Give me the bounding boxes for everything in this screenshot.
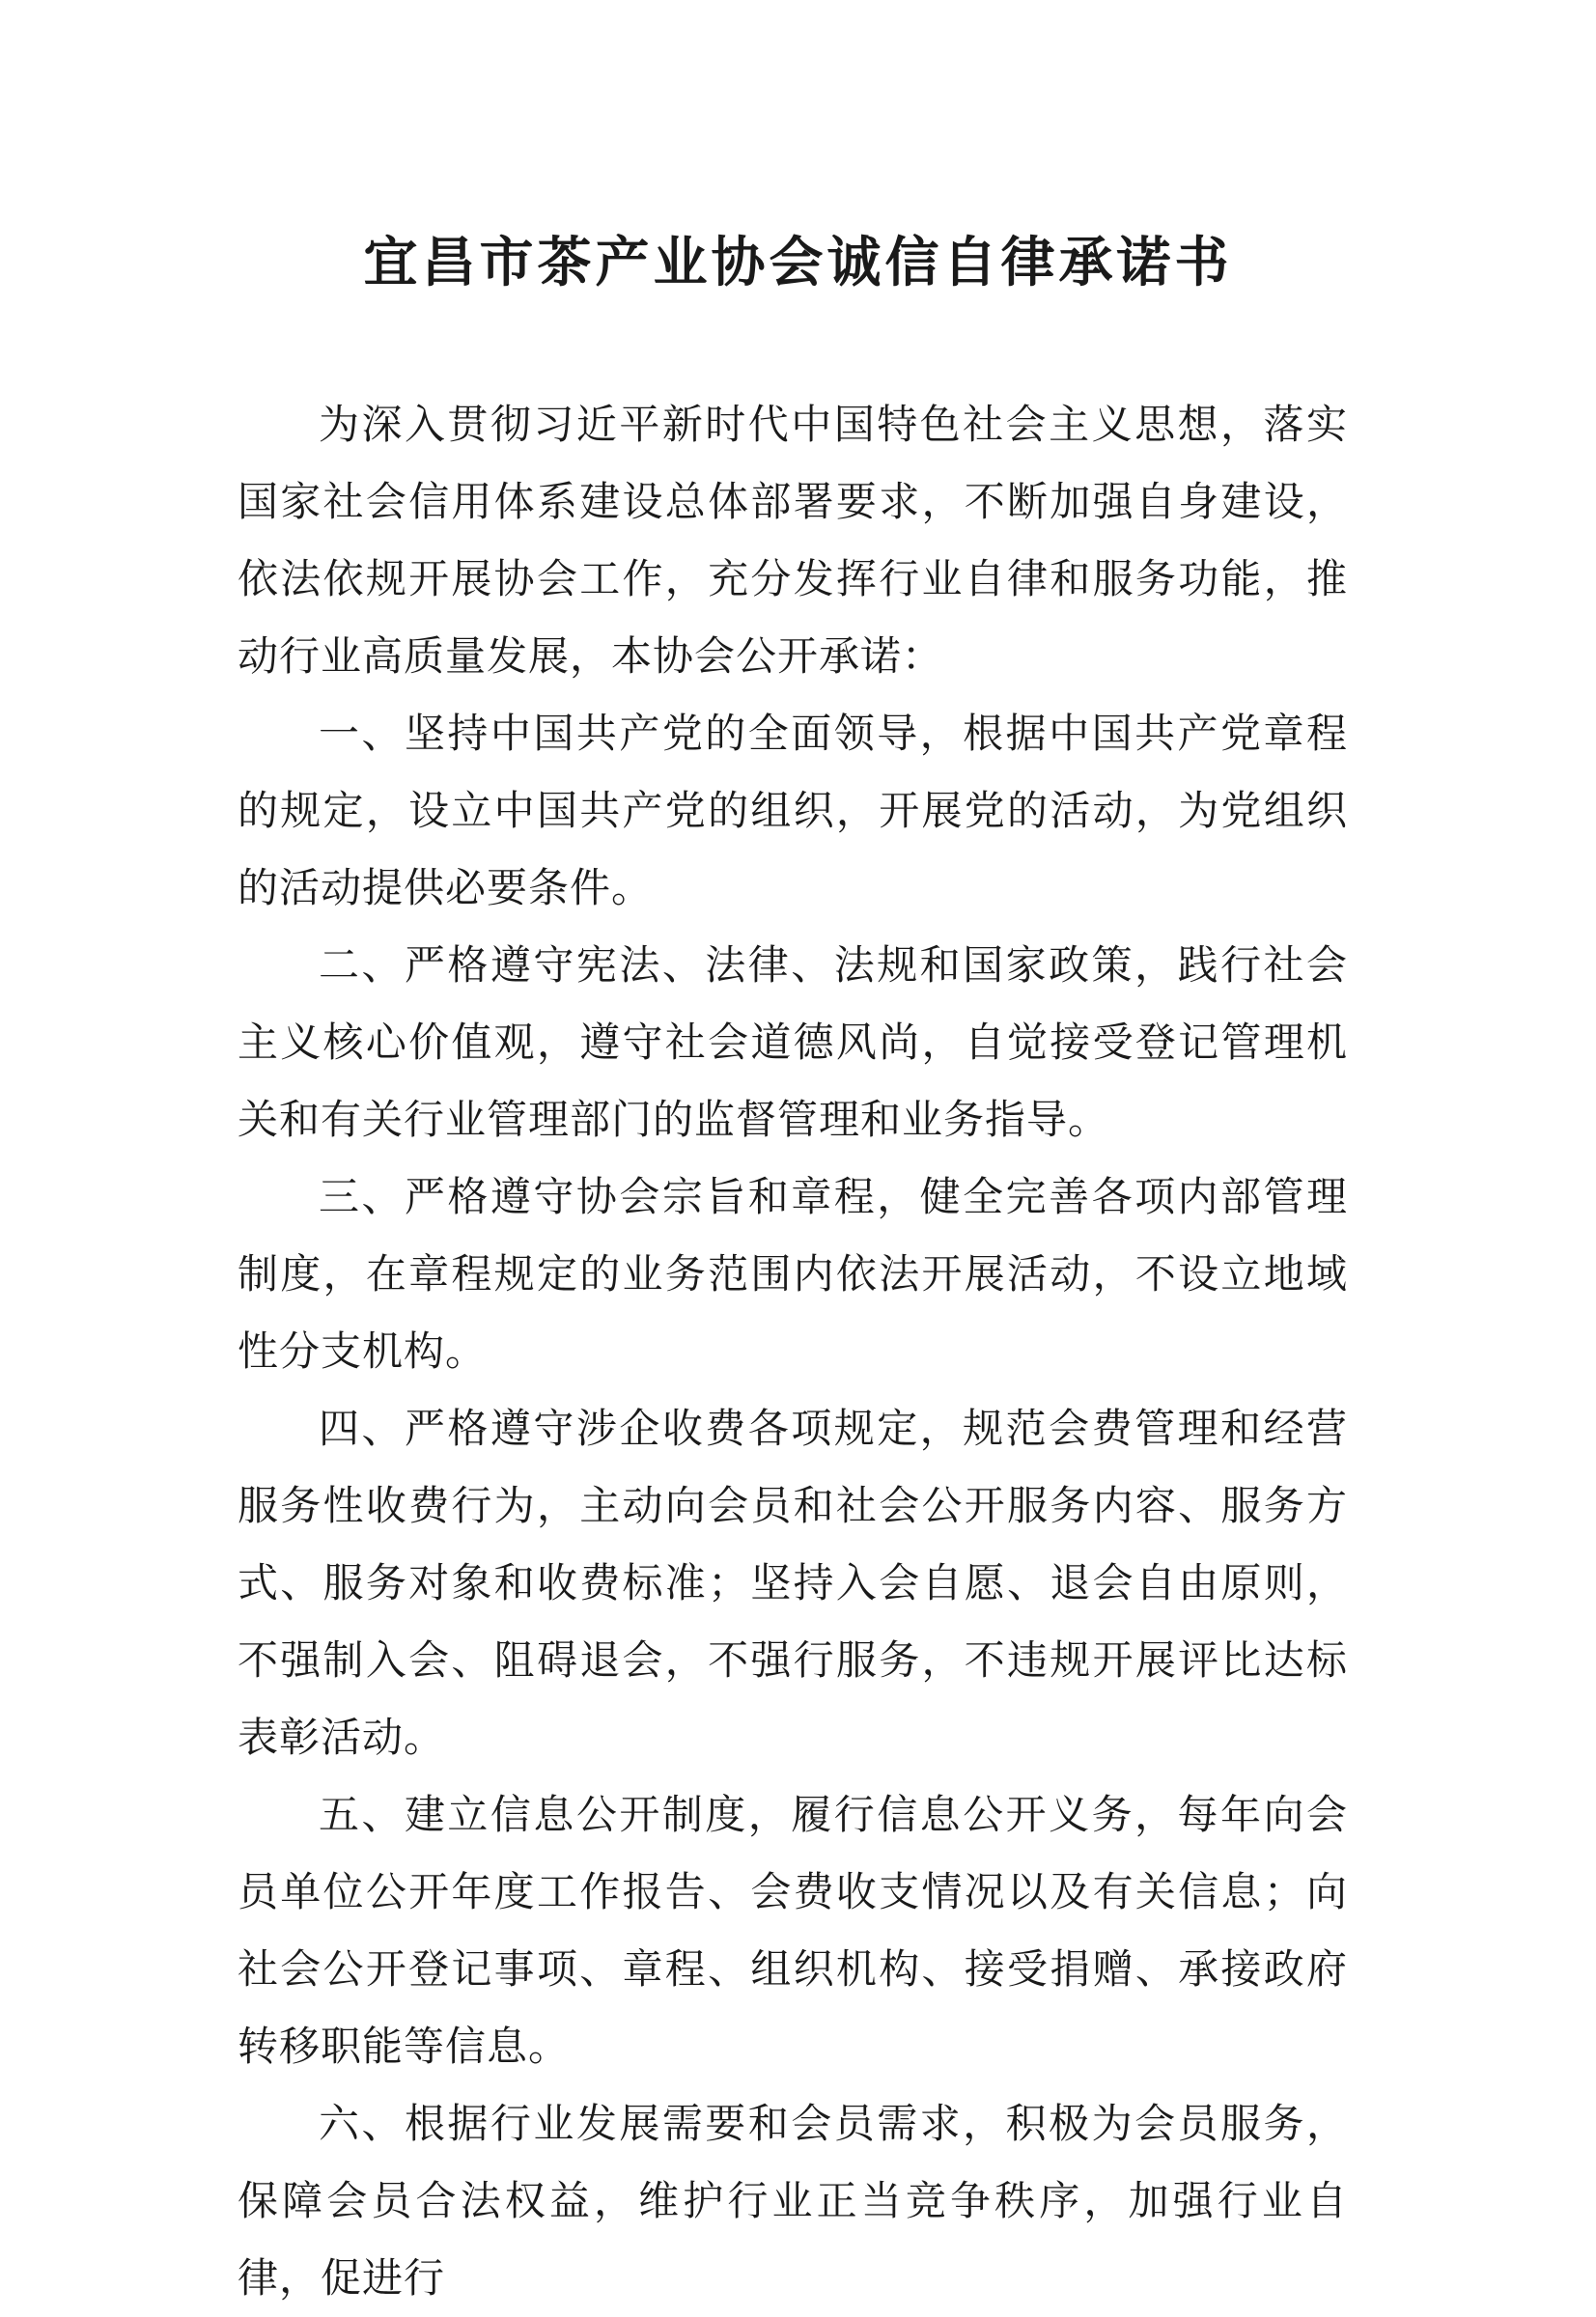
document-title: 宜昌市茶产业协会诚信自律承诺书 xyxy=(363,231,1233,294)
paragraph-item-5: 五、建立信息公开制度，履行信息公开义务，每年向会员单位公开年度工作报告、会费收支情况以及有关信息；向社会公开登记事项、章程、组织机构、接受捐赠、承接政府转移职能等信息。 xyxy=(238,1791,1348,2070)
paragraph-item-6: 六、根据行业发展需要和会员需求，积极为会员服务，保障会员合法权益，维护行业正当竞争秩序，加强行业自律，促进行 xyxy=(238,2100,1348,2302)
paragraph-item-1: 一、坚持中国共产党的全面领导，根据中国共产党章程的规定，设立中国共产党的组织，开展党的活动，为党组织的活动提供必要条件。 xyxy=(238,710,1348,911)
paragraph-item-4: 四、严格遵守涉企收费各项规定，规范会费管理和经营服务性收费行为，主动向会员和社会公开服务内容、服务方式、服务对象和收费标准；坚持入会自愿、退会自由原则，不强制入会、阻碍退会，不强行服务，不违规开展评比达标表彰活动。 xyxy=(238,1405,1348,1761)
paragraph-item-2: 二、严格遵守宪法、法律、法规和国家政策，践行社会主义核心价值观，遵守社会道德风尚，自觉接受登记管理机关和有关行业管理部门的监督管理和业务指导。 xyxy=(238,941,1348,1143)
paragraph-item-3: 三、严格遵守协会宗旨和章程，健全完善各项内部管理制度，在章程规定的业务范围内依法开展活动，不设立地域性分支机构。 xyxy=(238,1173,1348,1375)
paragraph-intro: 为深入贯彻习近平新时代中国特色社会主义思想，落实国家社会信用体系建设总体部署要求，不断加强自身建设，依法依规开展协会工作，充分发挥行业自律和服务功能，推动行业高质量发展，本协会公开承诺： xyxy=(238,401,1348,680)
document-body xyxy=(238,386,1348,2317)
